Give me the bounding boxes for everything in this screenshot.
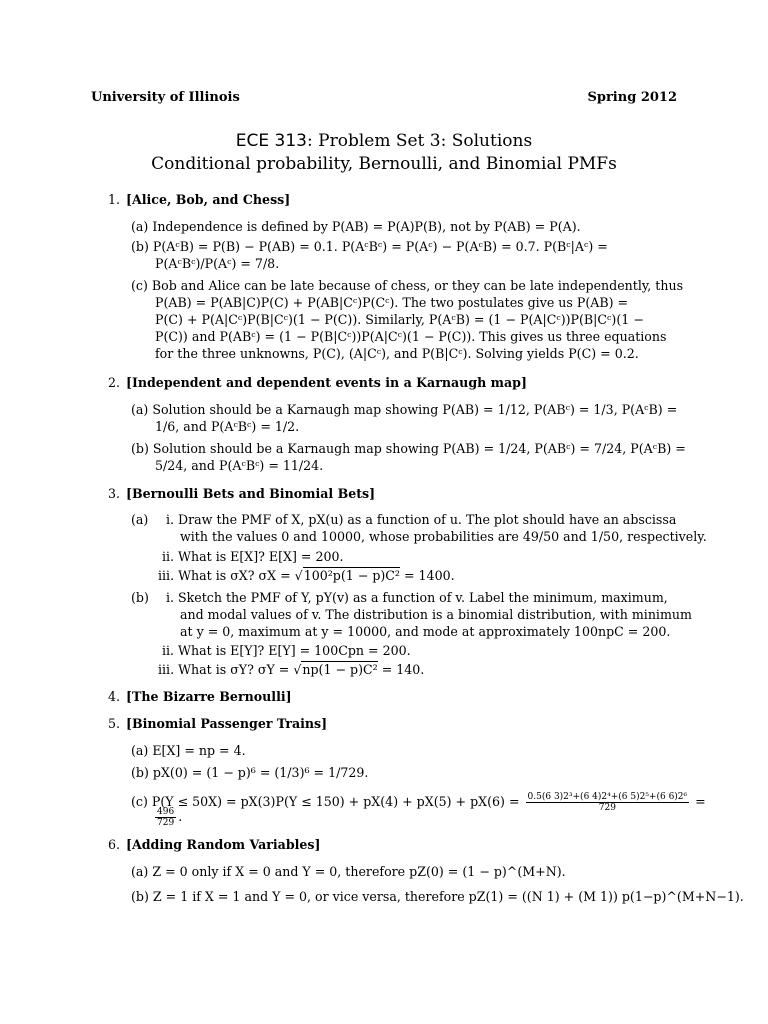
problem-5c-denominator: 729 [598,803,616,813]
problem-3b-ii: ii. What is E[Y]? E[Y] = 100Cpn = 200. [162,643,411,658]
page-title [0,131,768,151]
problem-2a-line2: 1/6, and P(AᶜBᶜ) = 1/2. [155,419,300,434]
problem-1c-line2: P(AB) = P(AB|C)P(C) + P(AB|Cᶜ)P(Cᶜ). The two postulates give us P(AB) = [155,295,629,310]
problem-1b-line1: (b) P(AᶜB) = P(B) − P(AB) = 0.1. P(AᶜBᶜ) = P(Aᶜ) − P(AᶜB) = 0.7. P(Bᶜ|Aᶜ) = [131,239,608,254]
page-subtitle: Conditional probability, Bernoulli, and Binomial PMFs [151,154,617,174]
problem-3b-iii-pre: iii. What is σY? σY = √ [158,662,302,677]
problem-6-title: [Adding Random Variables] [126,837,321,852]
problem-3b-i-line2: and modal values of v. The distribution is a binomial distribution, with minimum [180,607,692,622]
problem-2-title: [Independent and dependent events in a Karnaugh map] [126,375,527,390]
problem-2b-line1: (b) Solution should be a Karnaugh map showing P(AB) = 1/24, P(ABᶜ) = 7/24, P(AᶜB) = [131,441,686,456]
problem-5c-period: . [178,809,183,824]
problem-3a-ii: ii. What is E[X]? E[X] = 200. [162,549,344,564]
problem-5a: (a) E[X] = np = 4. [131,743,246,758]
problem-1c-line5: for the three unknowns, P(C), (A|Cᶜ), and P(B|Cᶜ). Solving yields P(C) = 0.2. [155,346,639,361]
problem-3a-i-line2: with the values 0 and 10000, whose probabilities are 49/50 and 1/50, respectively. [180,529,707,544]
problem-1c-line3: P(C) + P(A|Cᶜ)P(B|Cᶜ)(1 − P(C)). Similarly, P(AᶜB) = (1 − P(A|Cᶜ))P(B|Cᶜ)(1 − [155,312,644,327]
course-code: ECE 313 [235,131,308,151]
problem-5c-line1 [131,792,706,813]
problem-5c-fraction [526,792,690,813]
problem-3b-i-line1: i. Sketch the PMF of Y, pY(v) as a function of v. Label the minimum, maximum, [166,590,668,605]
header-term: Spring 2012 [587,90,677,105]
problem-3b-iii-radicand: np(1 − p)C² [302,662,378,677]
title-rest: : Problem Set 3: Solutions [307,131,533,151]
problem-2-number: 2. [108,375,121,390]
problem-3b-i-line3: at y = 0, maximum at y = 10000, and mode at approximately 100npC = 200. [180,624,671,639]
problem-5c-result [155,807,176,828]
problem-3b-iii [158,662,424,677]
problem-2b-line2: 5/24, and P(AᶜBᶜ) = 11/24. [155,458,324,473]
problem-6-number: 6. [108,837,121,852]
problem-5-title: [Binomial Passenger Trains] [126,716,328,731]
problem-5c-equals: = [695,794,706,809]
problem-3a-iii-post: = 1400. [399,568,455,583]
problem-1c-line1: (c) Bob and Alice can be late because of chess, or they can be late independently, thus [131,278,684,293]
problem-5c-line2 [153,807,182,828]
problem-3a-i-line1: i. Draw the PMF of X, pX(u) as a function of u. The plot should have an abscissa [166,512,677,527]
problem-4-number: 4. [108,689,121,704]
problem-5b: (b) pX(0) = (1 − p)⁶ = (1/3)⁶ = 1/729. [131,765,369,780]
problem-1b-line2: P(AᶜBᶜ)/P(Aᶜ) = 7/8. [155,256,280,271]
problem-5-number: 5. [108,716,121,731]
problem-3-title: [Bernoulli Bets and Binomial Bets] [126,486,376,501]
problem-1a: (a) Independence is defined by P(AB) = P(A)P(B), not by P(AB) = P(A). [131,219,581,234]
problem-5c-numerator: 0.5(6 3)2³+(6 4)2⁴+(6 5)2⁵+(6 6)2⁶ [527,792,688,802]
problem-1-number: 1. [108,192,121,207]
header-university: University of Illinois [91,90,240,105]
problem-6a: (a) Z = 0 only if X = 0 and Y = 0, therefore pZ(0) = (1 − p)^(M+N). [131,864,566,879]
problem-3a-iii-pre: iii. What is σX? σX = √ [158,568,303,583]
problem-5c-text: (c) P(Y ≤ 50X) = pX(3)P(Y ≤ 150) + pX(4) + pX(5) + pX(6) = [131,794,520,809]
problem-5c-result-num: 496 [157,807,175,817]
problem-6b: (b) Z = 1 if X = 1 and Y = 0, or vice versa, therefore pZ(1) = ((N 1) + (M 1)) p(1−p)^(M+N−1). [131,889,744,904]
problem-1c-line4: P(C)) and P(ABᶜ) = (1 − P(B|Cᶜ))P(A|Cᶜ)(1 − P(C)). This gives us three equations [155,329,667,344]
problem-3-number: 3. [108,486,121,501]
problem-3a-label: (a) [131,512,149,527]
problem-2a-line1: (a) Solution should be a Karnaugh map showing P(AB) = 1/12, P(ABᶜ) = 1/3, P(AᶜB) = [131,402,678,417]
problem-4-title: [The Bizarre Bernoulli] [126,689,292,704]
problem-1-title: [Alice, Bob, and Chess] [126,192,291,207]
problem-3b-label: (b) [131,590,149,605]
problem-3a-iii [158,568,455,583]
problem-5c-result-den: 729 [157,818,175,828]
problem-3a-iii-radicand: 100²p(1 − p)C² [303,568,400,583]
problem-3b-iii-post: = 140. [377,662,425,677]
